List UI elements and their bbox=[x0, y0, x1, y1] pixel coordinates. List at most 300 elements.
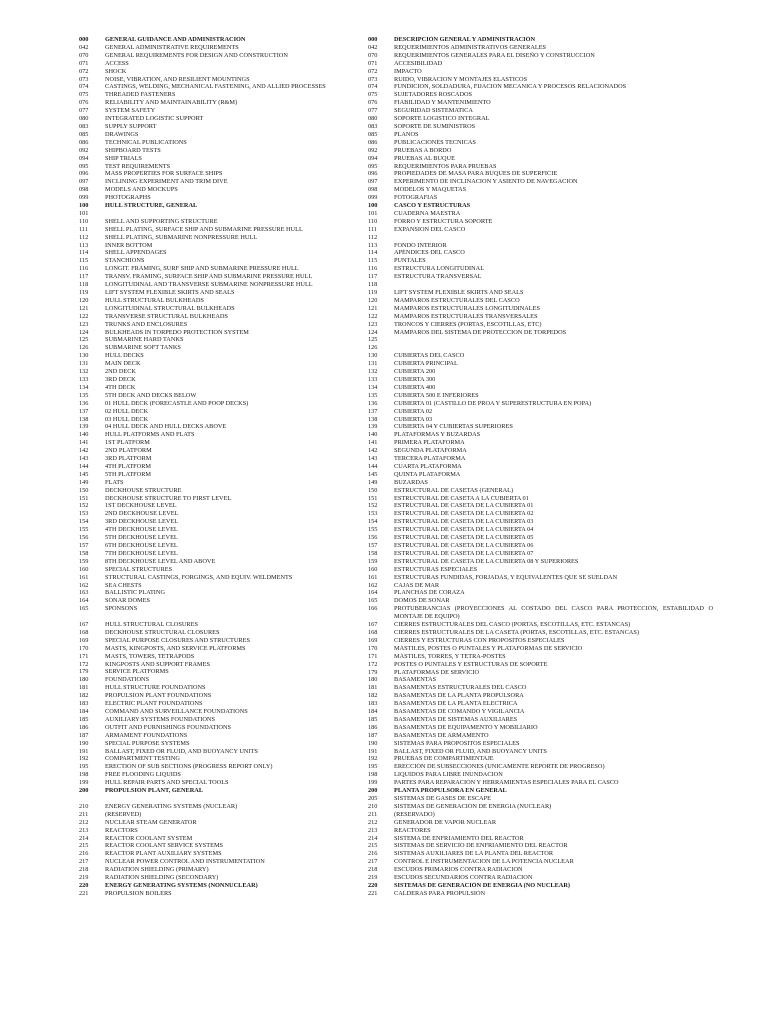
row-label: FUNDICION, SOLDADURA, FIJACION MECANICA Y PROCESOS RELACIONADOS bbox=[394, 83, 627, 91]
code-row bbox=[79, 661, 359, 669]
code-row bbox=[79, 170, 359, 178]
row-code: 135 bbox=[79, 391, 89, 399]
row-label: ESTRUCTURAL DE CASETA DE LA CUBIERTA 02 bbox=[394, 510, 534, 518]
row-label: APÉNDICES DEL CASCO bbox=[394, 249, 465, 257]
row-label: CUARTA PLATAFORMA bbox=[394, 462, 462, 470]
code-row bbox=[368, 194, 713, 202]
code-row bbox=[368, 542, 713, 550]
row-code: 183 bbox=[368, 700, 378, 708]
row-code: 211 bbox=[368, 810, 378, 818]
code-row bbox=[368, 629, 713, 637]
row-label: SEA CHESTS bbox=[105, 581, 142, 589]
row-code: 165 bbox=[368, 597, 378, 605]
row-label: CALDERAS PARA PROPULSIÓN bbox=[394, 889, 486, 897]
row-code: 220 bbox=[79, 881, 89, 889]
row-label: PHOTOGRAPHS bbox=[105, 194, 151, 202]
row-label: CONTROL E INSTRUMENTACION DE LA POTENCIA NUCLEAR bbox=[394, 858, 574, 866]
row-code: 217 bbox=[368, 858, 378, 866]
code-row bbox=[368, 890, 713, 898]
code-row bbox=[368, 147, 713, 155]
code-row bbox=[368, 684, 713, 692]
row-code: 199 bbox=[368, 779, 378, 787]
code-row bbox=[79, 795, 359, 803]
row-label: BASAMENTAS DE LA PLANTA PROPULSORA bbox=[394, 692, 524, 700]
code-row bbox=[368, 44, 713, 52]
row-code: 142 bbox=[79, 447, 89, 455]
code-row bbox=[79, 163, 359, 171]
code-row bbox=[79, 76, 359, 84]
code-row bbox=[79, 234, 359, 242]
row-code: 141 bbox=[79, 439, 89, 447]
row-label: IMPACTO bbox=[394, 67, 422, 75]
code-row bbox=[368, 605, 713, 621]
row-label: TRONCOS Y CIERRES (PORTAS, ESCOTILLAS, ETC) bbox=[394, 320, 542, 328]
code-row bbox=[79, 629, 359, 637]
row-label: SPECIAL PURPOSE CLOSURES AND STRUCTURES bbox=[105, 636, 250, 644]
row-label: BULKHEADS IN TORPEDO PROTECTION SYSTEM bbox=[105, 328, 249, 336]
row-label: CUBIERTA 400 bbox=[394, 383, 436, 391]
row-code: 151 bbox=[79, 494, 89, 502]
row-code: 212 bbox=[79, 818, 89, 826]
row-code: 153 bbox=[79, 510, 89, 518]
row-code: 172 bbox=[79, 660, 89, 668]
row-label: CUBIERTA 500 E INFERIORES bbox=[394, 391, 479, 399]
row-code: 192 bbox=[368, 755, 378, 763]
code-row bbox=[79, 858, 359, 866]
row-label: ESTRUCTURAL DE CASETA DE LA CUBIERTA 08 Y SUPERIORES bbox=[394, 557, 579, 565]
code-row bbox=[368, 265, 713, 273]
code-row bbox=[368, 439, 713, 447]
row-label: ESTRUCTURAL DE CASETA DE LA CUBIERTA 01 bbox=[394, 502, 534, 510]
code-row bbox=[368, 115, 713, 123]
row-code: 092 bbox=[79, 146, 89, 154]
row-code: 152 bbox=[368, 502, 378, 510]
code-row bbox=[368, 755, 713, 763]
row-code: 125 bbox=[368, 336, 378, 344]
row-code: 071 bbox=[368, 59, 378, 67]
row-label: EXPERIMENTO DE INCLINACION Y ASIENTO DE NAVEGACION bbox=[394, 178, 578, 186]
code-row bbox=[368, 336, 713, 344]
row-label: INTEGRATED LOGISTIC SUPPORT bbox=[105, 115, 204, 123]
row-code: 115 bbox=[79, 257, 89, 265]
code-row bbox=[79, 384, 359, 392]
row-code: 179 bbox=[368, 668, 378, 676]
row-label: ACCESS bbox=[105, 59, 129, 67]
row-code: 170 bbox=[79, 644, 89, 652]
row-label: PRUEBAS AL BUQUE bbox=[394, 154, 455, 162]
row-code: 124 bbox=[368, 328, 378, 336]
row-code: 074 bbox=[368, 83, 378, 91]
code-row bbox=[368, 669, 713, 677]
code-row bbox=[368, 305, 713, 313]
row-code: 213 bbox=[368, 826, 378, 834]
row-label: COMPARTMENT TESTING bbox=[105, 755, 180, 763]
row-label: BASAMENTAS DE LA PLANTA ELECTRICA bbox=[394, 700, 518, 708]
row-label: LONGIT. FRAMING, SURF SHIP AND SUBMARINE PRESSURE HULL bbox=[105, 265, 299, 273]
row-label: CUBIERTAS DEL CASCO bbox=[394, 352, 465, 360]
code-row bbox=[368, 763, 713, 771]
code-row bbox=[368, 858, 713, 866]
row-label: 4TH DECK bbox=[105, 383, 136, 391]
row-code: 112 bbox=[368, 233, 378, 241]
row-code: 134 bbox=[368, 383, 378, 391]
code-row bbox=[79, 123, 359, 131]
row-code: 100 bbox=[368, 202, 378, 210]
code-row bbox=[368, 676, 713, 684]
code-row bbox=[368, 123, 713, 131]
code-row bbox=[368, 155, 713, 163]
code-row bbox=[79, 732, 359, 740]
row-label: BASAMENTAS bbox=[394, 676, 437, 684]
code-row bbox=[368, 297, 713, 305]
row-label: SHOCK bbox=[105, 67, 127, 75]
row-code: 126 bbox=[79, 344, 89, 352]
code-row bbox=[79, 344, 359, 352]
code-row bbox=[79, 621, 359, 629]
code-row bbox=[368, 107, 713, 115]
row-code: 182 bbox=[368, 692, 378, 700]
row-code: 150 bbox=[79, 486, 89, 494]
row-label: BASAMENTAS DE COMANDO Y VIGILANCIA bbox=[394, 708, 525, 716]
row-code: 218 bbox=[368, 866, 378, 874]
row-code: 136 bbox=[368, 399, 378, 407]
row-label: ESTRUCTURAL DE CASETA DE LA CUBIERTA 03 bbox=[394, 518, 534, 526]
row-label: LIFT SYSTEM FLEXIBLE SKIRTS AND SEALS bbox=[105, 289, 235, 296]
code-row bbox=[79, 471, 359, 479]
row-label: QUINTA PLATAFORMA bbox=[394, 470, 461, 478]
row-label: SISTEMAS PARA PROPOSITOS ESPECIALES bbox=[394, 739, 520, 747]
row-label: KINGPOSTS AND SUPPORT FRAMES bbox=[105, 660, 211, 668]
code-row bbox=[79, 52, 359, 60]
row-label: SISTEMAS DE GENERACIÓN DE ENERGIA (NO NUCLEAR) bbox=[394, 881, 570, 889]
code-row bbox=[79, 186, 359, 194]
code-row bbox=[79, 368, 359, 376]
code-row bbox=[368, 882, 713, 890]
row-code: 000 bbox=[79, 36, 89, 43]
row-label: GENERAL ADMINISTRATIVE REQUIREMENTS bbox=[105, 43, 239, 51]
code-row bbox=[368, 163, 713, 171]
row-label: TRUNKS AND ENCLOSURES bbox=[105, 320, 188, 328]
row-code: 171 bbox=[79, 652, 89, 660]
row-code: 214 bbox=[368, 834, 378, 842]
row-code: 135 bbox=[368, 391, 378, 399]
row-code: 071 bbox=[79, 59, 89, 67]
code-row bbox=[368, 827, 713, 835]
row-code: 162 bbox=[79, 581, 89, 589]
code-row bbox=[79, 827, 359, 835]
row-code: 132 bbox=[79, 368, 89, 376]
row-code: 221 bbox=[368, 889, 378, 897]
code-row bbox=[368, 234, 713, 242]
row-label: DECKHOUSE STRUCTURAL CLOSURES bbox=[105, 628, 220, 636]
row-label: OUTFIT AND FURNISHINGS FOUNDATIONS bbox=[105, 723, 232, 731]
code-row bbox=[368, 558, 713, 566]
row-label: HULL STRUCTURE, GENERAL bbox=[105, 202, 198, 210]
row-code: 191 bbox=[368, 747, 378, 755]
english-code-column bbox=[79, 36, 359, 898]
row-label: SEGURIDAD SISTEMATICA bbox=[394, 107, 473, 115]
code-row bbox=[368, 392, 713, 400]
code-row bbox=[79, 542, 359, 550]
code-row bbox=[79, 226, 359, 234]
row-label: STANCHIONS bbox=[105, 257, 145, 265]
code-row bbox=[79, 874, 359, 882]
row-code: 144 bbox=[368, 462, 378, 470]
row-label: PARTES PARA REPARACIÓN Y HERRAMIENTAS ESPECIALES PARA EL CASCO bbox=[394, 779, 619, 787]
row-label: PRUEBAS A BORDO bbox=[394, 146, 452, 154]
code-row bbox=[368, 218, 713, 226]
row-code: 121 bbox=[79, 304, 89, 312]
row-code: 172 bbox=[368, 660, 378, 668]
row-label: ESTRUCTURAL DE CASETAS (GENERAL) bbox=[394, 486, 514, 494]
row-label: ESTRUCTURA LONGITUDINAL bbox=[394, 265, 485, 273]
code-row bbox=[368, 653, 713, 661]
row-code: 219 bbox=[368, 874, 378, 882]
row-label: HULL REPAIR PARTS AND SPECIAL TOOLS bbox=[105, 779, 229, 787]
code-row bbox=[79, 352, 359, 360]
row-code: 080 bbox=[368, 115, 378, 123]
row-label: ESTRUCTURAL DE CASETA DE LA CUBIERTA 05 bbox=[394, 534, 534, 542]
row-label: (RESERVED) bbox=[105, 810, 142, 818]
row-label: INCLINING EXPERIMENT AND TRIM DIVE bbox=[105, 178, 228, 186]
code-row bbox=[79, 91, 359, 99]
row-label: REQUERIMIENTOS PARA PRUEBAS bbox=[394, 162, 497, 170]
row-code: 042 bbox=[368, 43, 378, 51]
row-label: REACTOR COOLANT SYSTEM bbox=[105, 834, 193, 842]
row-code: 111 bbox=[368, 225, 377, 233]
row-code: 184 bbox=[79, 708, 89, 716]
row-code: 121 bbox=[368, 304, 378, 312]
row-code: 072 bbox=[368, 67, 378, 75]
row-code: 123 bbox=[79, 320, 89, 328]
row-code: 136 bbox=[79, 399, 89, 407]
row-code: 133 bbox=[368, 375, 378, 383]
code-row bbox=[79, 60, 359, 68]
row-code: 111 bbox=[79, 225, 88, 233]
row-code: 161 bbox=[79, 573, 89, 581]
row-code: 095 bbox=[79, 162, 89, 170]
row-code: 166 bbox=[368, 605, 378, 613]
row-label: 3RD PLATFORM bbox=[105, 455, 152, 463]
row-code: 070 bbox=[79, 51, 89, 59]
row-label: ERECTION OF SUB SECTIONS (PROGRESS REPORT ONLY) bbox=[105, 763, 273, 771]
row-label: RUIDO, VIBRACION Y MONTAJES ELASTICOS bbox=[394, 75, 528, 83]
row-label: MASTS, TOWERS, TETRAPODS bbox=[105, 652, 195, 660]
row-label: FLATS bbox=[105, 478, 124, 486]
row-label: MASS PROPERTIES FOR SURFACE SHIPS bbox=[105, 170, 223, 178]
code-row bbox=[368, 329, 713, 337]
row-label: ACCESIBILIDAD bbox=[394, 59, 443, 67]
row-label: LONGITUDINAL STRUCTURAL BULKHEADS bbox=[105, 304, 235, 312]
code-row bbox=[368, 68, 713, 76]
code-row bbox=[368, 795, 713, 803]
row-label: DECKHOUSE STRUCTURE TO FIRST LEVEL bbox=[105, 494, 232, 502]
row-code: 100 bbox=[79, 202, 89, 210]
row-code: 123 bbox=[368, 320, 378, 328]
row-code: 140 bbox=[79, 431, 89, 439]
row-code: 195 bbox=[368, 763, 378, 771]
code-row bbox=[79, 526, 359, 534]
row-label: RADIATION SHIELDING (SECONDARY) bbox=[105, 874, 219, 882]
row-label: REACTOR PLANT AUXILIARY SYSTEMS bbox=[105, 850, 222, 858]
code-row bbox=[79, 653, 359, 661]
row-label: 4TH DECKHOUSE LEVEL bbox=[105, 526, 178, 534]
row-code: 120 bbox=[368, 296, 378, 304]
code-row bbox=[79, 866, 359, 874]
row-code: 168 bbox=[79, 628, 89, 636]
row-label: REACTOR COOLANT SERVICE SYSTEMS bbox=[105, 842, 224, 850]
row-code: 142 bbox=[368, 447, 378, 455]
code-row bbox=[368, 376, 713, 384]
code-row bbox=[79, 210, 359, 218]
code-row bbox=[368, 510, 713, 518]
code-row bbox=[368, 661, 713, 669]
code-row bbox=[79, 423, 359, 431]
row-label: CIERRES ESTRUCTURALES DE LA CASETA (PORTAS, ESCOTILLAS, ETC. ESTANCAS) bbox=[394, 628, 639, 636]
code-row bbox=[368, 99, 713, 107]
row-label: CUBIERTA 03 bbox=[394, 415, 433, 423]
row-code: 098 bbox=[368, 186, 378, 194]
row-code: 180 bbox=[79, 676, 89, 684]
row-code: 161 bbox=[368, 573, 378, 581]
row-code: 138 bbox=[79, 415, 89, 423]
row-label: (RESERVADO) bbox=[394, 810, 435, 818]
row-label: CUBIERTA 300 bbox=[394, 375, 436, 383]
row-label: SHIPBOARD TESTS bbox=[105, 146, 161, 154]
row-code: 169 bbox=[79, 636, 89, 644]
row-label: PUBLICACIONES TECNICAS bbox=[394, 138, 476, 146]
code-row bbox=[79, 447, 359, 455]
row-label: PLANTA PROPULSORA EN GENERAL bbox=[394, 787, 507, 795]
code-row bbox=[368, 850, 713, 858]
row-code: 099 bbox=[79, 194, 89, 202]
row-label: COMMAND AND SURVEILLANCE FOUNDATIONS bbox=[105, 708, 248, 716]
row-code: 158 bbox=[79, 549, 89, 557]
code-row bbox=[368, 83, 713, 91]
row-label: PROPIEDADES DE MASA PARA BUQUES DE SUPERFICIE bbox=[394, 170, 558, 178]
row-label: FONDO INTERIOR bbox=[394, 241, 447, 249]
row-label: 04 HULL DECK AND HULL DECKS ABOVE bbox=[105, 423, 227, 431]
row-label: FREE FLOODING LIQUIDS bbox=[105, 771, 181, 779]
row-code: 149 bbox=[368, 478, 378, 486]
code-row bbox=[79, 155, 359, 163]
code-row bbox=[79, 589, 359, 597]
code-row bbox=[368, 708, 713, 716]
row-label: POSTES O PUNTALES Y ESTRUCTURAS DE SOPORTE bbox=[394, 660, 548, 668]
row-code: 083 bbox=[368, 122, 378, 130]
row-code: 164 bbox=[368, 589, 378, 597]
code-row bbox=[368, 692, 713, 700]
code-row bbox=[79, 463, 359, 471]
code-row bbox=[79, 779, 359, 787]
row-label: REQUERIMIENTOS GENERALES PARA EL DISEÑO Y CONSTRUCCION bbox=[394, 51, 595, 59]
row-label: ESTRUCTURAL DE CASETA DE LA CUBIERTA 04 bbox=[394, 526, 534, 534]
row-label: TECHNICAL PUBLICATIONS bbox=[105, 138, 187, 146]
row-label: ESTRUCTURAL DE CASETA DE LA CUBIERTA 07 bbox=[394, 549, 534, 557]
code-row bbox=[368, 91, 713, 99]
row-code: 085 bbox=[79, 130, 89, 138]
row-code: 185 bbox=[368, 715, 378, 723]
row-code: 143 bbox=[79, 455, 89, 463]
row-label: 3RD DECK bbox=[105, 375, 136, 383]
code-row bbox=[79, 724, 359, 732]
row-label: SISTEMAS DE GENERACIÓN DE ENERGIA (NUCLEAR) bbox=[394, 802, 552, 810]
code-row bbox=[79, 850, 359, 858]
row-label: SPECIAL STRUCTURES bbox=[105, 565, 173, 573]
code-row bbox=[368, 724, 713, 732]
row-code: 219 bbox=[79, 874, 89, 882]
row-label: REACTORS bbox=[105, 826, 138, 834]
row-label: CIERRES ESTRUCTURALES DEL CASCO (PORTAS, ESCOTILLAS, ETC. ESTANCAS) bbox=[394, 621, 631, 629]
row-label: LIQUIDOS PARA LIBRE INUNDACION bbox=[394, 771, 503, 779]
row-label: SISTEMAS DE GASES DE ESCAPE bbox=[394, 795, 491, 802]
code-row bbox=[79, 360, 359, 368]
code-row bbox=[368, 787, 713, 795]
row-code: 187 bbox=[368, 731, 378, 739]
code-row bbox=[79, 242, 359, 250]
row-label: SHELL APPENDAGES bbox=[105, 249, 167, 257]
row-code: 138 bbox=[368, 415, 378, 423]
row-label: SISTEMA DE ENFRIAMIENTO DEL REACTOR bbox=[394, 834, 524, 842]
row-label: 2ND PLATFORM bbox=[105, 447, 152, 455]
code-row bbox=[368, 518, 713, 526]
code-row bbox=[368, 210, 713, 218]
row-label: SUBMARINE SOFT TANKS bbox=[105, 344, 181, 352]
code-row bbox=[368, 771, 713, 779]
code-row bbox=[79, 416, 359, 424]
code-row bbox=[79, 392, 359, 400]
row-label: SHELL PLATING, SUBMARINE NONPRESSURE HULL bbox=[105, 233, 258, 241]
row-code: 119 bbox=[368, 289, 378, 296]
row-label: 4TH PLATFORM bbox=[105, 462, 152, 470]
code-row bbox=[368, 534, 713, 542]
row-code: 159 bbox=[79, 557, 89, 565]
code-row bbox=[79, 582, 359, 590]
row-code: 113 bbox=[79, 241, 89, 249]
code-row bbox=[368, 574, 713, 582]
code-row bbox=[79, 139, 359, 147]
row-code: 181 bbox=[79, 684, 89, 692]
code-row bbox=[79, 178, 359, 186]
code-row bbox=[79, 281, 359, 289]
row-label: ESCUDOS SECUNDARIOS CONTRA RADIACION bbox=[394, 874, 533, 882]
code-row bbox=[368, 866, 713, 874]
row-code: 210 bbox=[79, 802, 89, 810]
row-label: EXPANSION DEL CASCO bbox=[394, 225, 466, 233]
code-row bbox=[79, 558, 359, 566]
code-row bbox=[79, 115, 359, 123]
row-code: 169 bbox=[368, 636, 378, 644]
row-label: RADIATION SHIELDING (PRIMARY) bbox=[105, 866, 209, 874]
row-code: 085 bbox=[368, 130, 378, 138]
row-code: 140 bbox=[368, 431, 378, 439]
row-label: SEGUNDA PLATAFORMA bbox=[394, 447, 467, 455]
row-label: 2ND DECKHOUSE LEVEL bbox=[105, 510, 179, 518]
row-label: SYSTEM SAFETY bbox=[105, 107, 156, 115]
row-code: 179 bbox=[79, 668, 89, 676]
code-row bbox=[368, 716, 713, 724]
code-row bbox=[368, 242, 713, 250]
row-label: SHIP TRIALS bbox=[105, 154, 142, 162]
row-label: SISTEMAS DE SERVICIO DE ENFRIAMIENTO DEL REACTOR bbox=[394, 842, 568, 850]
row-label: GENERAL GUIDANCE AND ADMINISTRACION bbox=[105, 36, 246, 43]
code-row bbox=[79, 487, 359, 495]
row-label: PROTUBERANCIAS (PROYECCIONES AL COSTADO DEL CASCO PARA PROTECCIÓN, ESTABILIDAD O MONTAJE DE EQUIPO) bbox=[394, 605, 713, 621]
row-code: 130 bbox=[368, 352, 378, 360]
row-label: BALLAST, FIXED OR FLUID, AND BUOYANCY UNITS bbox=[394, 747, 547, 755]
row-label: BASAMENTAS ESTRUCTURALES DEL CASCO bbox=[394, 684, 527, 692]
row-code: 075 bbox=[79, 91, 89, 99]
